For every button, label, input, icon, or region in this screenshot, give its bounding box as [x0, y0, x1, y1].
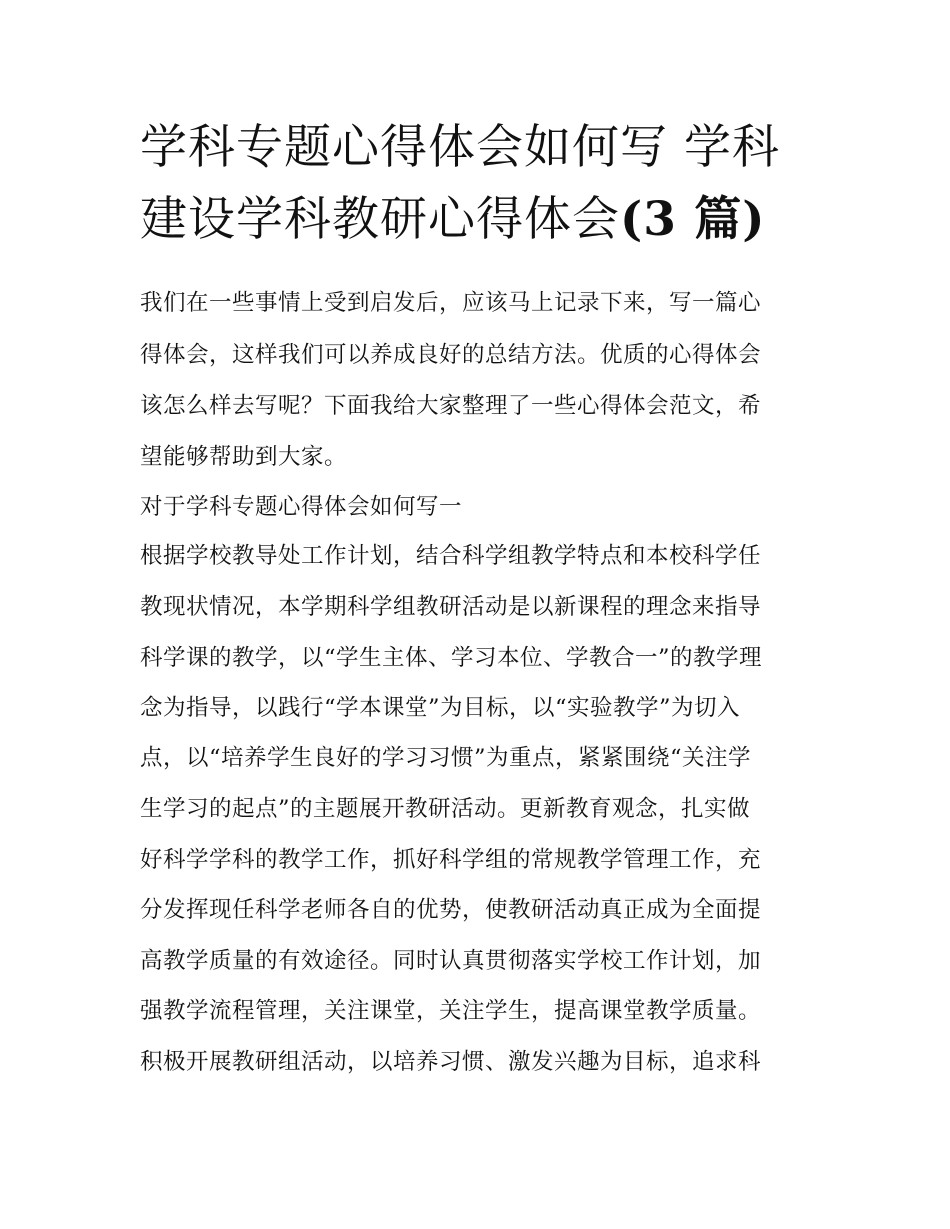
body-line: 高教学质量的有效途径。同时认真贯彻落实学校工作计划，加: [140, 948, 762, 974]
body-line: 教现状情况，本学期科学组教研活动是以新课程的理念来指导: [140, 594, 762, 620]
body-line: 望能够帮助到大家。: [140, 444, 348, 470]
section-heading: 对于学科专题心得体会如何写一: [140, 494, 463, 520]
body-line: 积极开展教研组活动，以培养习惯、激发兴趣为目标，追求科: [140, 1049, 762, 1075]
body-line: 念为指导，以践行“学本课堂”为目标，以“实验教学”为切入: [140, 695, 741, 721]
body-line: 得体会，这样我们可以养成良好的总结方法。优质的心得体会: [140, 342, 762, 368]
body-line: 我们在一些事情上受到启发后，应该马上记录下来，写一篇心: [140, 290, 762, 316]
body-line: 生学习的起点”的主题展开教研活动。更新教育观念，扎实做: [140, 796, 751, 822]
body-line: 强教学流程管理，关注课堂，关注学生，提高课堂教学质量。: [140, 998, 762, 1024]
body-line: 根据学校教导处工作计划，结合科学组教学特点和本校科学任: [140, 543, 762, 569]
body-line: 该怎么样去写呢？下面我给大家整理了一些心得体会范文，希: [140, 393, 762, 419]
title-line-1: 学科专题心得体会如何写 学科: [140, 120, 780, 175]
body-line: 好科学学科的教学工作，抓好科学组的常规教学管理工作，充: [140, 847, 762, 873]
title-line-2: 建设学科教研心得体会: [140, 192, 620, 247]
title-line-2-suffix: (3 篇): [620, 192, 766, 247]
body-line: 分发挥现任科学老师各自的优势，使教研活动真正成为全面提: [140, 897, 762, 923]
body-line: 科学课的教学，以“学生主体、学习本位、学教合一”的教学理: [140, 645, 763, 671]
document-title: [140, 112, 820, 256]
body-line: 点，以“培养学生良好的学习习惯”为重点，紧紧围绕“关注学: [140, 745, 752, 771]
